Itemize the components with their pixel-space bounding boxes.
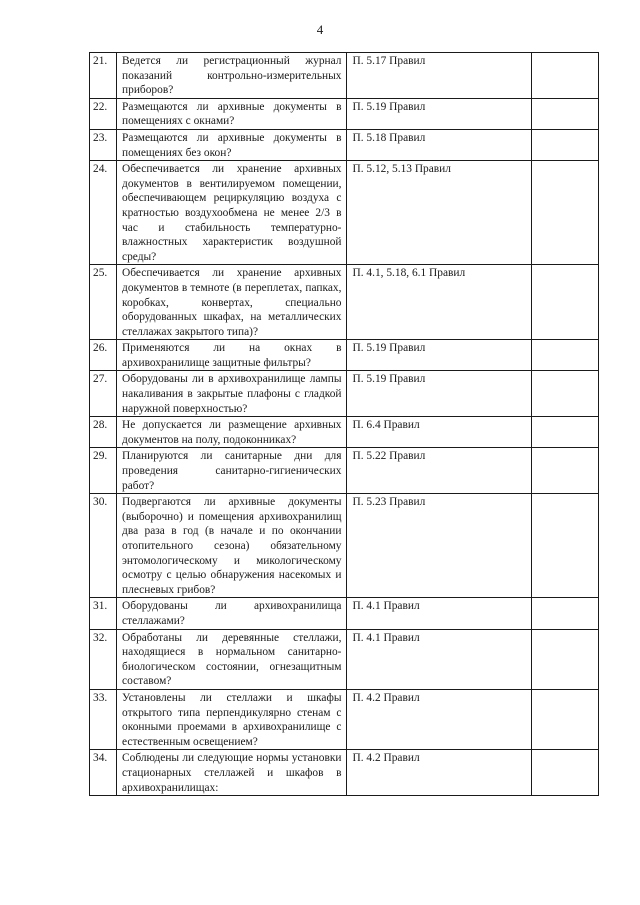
row-number: 32. bbox=[90, 629, 117, 689]
row-number: 30. bbox=[90, 494, 117, 598]
row-number: 31. bbox=[90, 598, 117, 629]
row-question: Планируются ли санитарные дни для проведения санитарно-гигиенических работ? bbox=[117, 448, 347, 494]
table-row bbox=[90, 98, 599, 129]
row-question: Не допускается ли размещение архивных документов на полу, подоконниках? bbox=[117, 417, 347, 448]
table-row bbox=[90, 371, 599, 417]
row-answer-cell bbox=[531, 750, 598, 796]
table-row bbox=[90, 417, 599, 448]
row-number: 23. bbox=[90, 129, 117, 160]
page-number: 4 bbox=[316, 22, 324, 37]
row-reference: П. 4.1 Правил bbox=[347, 629, 531, 689]
row-number: 27. bbox=[90, 371, 117, 417]
row-number: 28. bbox=[90, 417, 117, 448]
row-answer-cell bbox=[531, 629, 598, 689]
row-question: Соблюдены ли следующие нормы установки стационарных стеллажей и шкафов в архивохранилищах: bbox=[117, 750, 347, 796]
row-reference: П. 5.18 Правил bbox=[347, 129, 531, 160]
table-row bbox=[90, 629, 599, 689]
row-number: 29. bbox=[90, 448, 117, 494]
row-reference: П. 5.19 Правил bbox=[347, 98, 531, 129]
row-answer-cell bbox=[531, 161, 598, 265]
row-reference: П. 5.23 Правил bbox=[347, 494, 531, 598]
table-row bbox=[90, 53, 599, 99]
row-number: 24. bbox=[90, 161, 117, 265]
row-number: 22. bbox=[90, 98, 117, 129]
row-answer-cell bbox=[531, 371, 598, 417]
row-answer-cell bbox=[531, 448, 598, 494]
row-number: 26. bbox=[90, 340, 117, 371]
row-reference: П. 4.2 Правил bbox=[347, 750, 531, 796]
row-reference: П. 4.2 Правил bbox=[347, 689, 531, 749]
row-answer-cell bbox=[531, 689, 598, 749]
row-question: Установлены ли стеллажи и шкафы открытого типа перпендикулярно стенам с оконными проемами в архивохранилище с естественным освещением? bbox=[117, 689, 347, 749]
row-answer-cell bbox=[531, 98, 598, 129]
table-row bbox=[90, 129, 599, 160]
row-question: Оборудованы ли архивохранилища стеллажами? bbox=[117, 598, 347, 629]
row-reference: П. 5.12, 5.13 Правил bbox=[347, 161, 531, 265]
row-reference: П. 5.19 Правил bbox=[347, 371, 531, 417]
row-question: Обработаны ли деревянные стеллажи, находящиеся в нормальном санитарно-биологическом состоянии, огнезащитным составом? bbox=[117, 629, 347, 689]
row-answer-cell bbox=[531, 417, 598, 448]
row-answer-cell bbox=[531, 598, 598, 629]
row-question: Обеспечивается ли хранение архивных документов в темноте (в переплетах, папках, коробках, конвертах, специально оборудованных шкафах, на металлических стеллажах закрытого типа)? bbox=[117, 265, 347, 340]
row-number: 25. bbox=[90, 265, 117, 340]
table-row bbox=[90, 448, 599, 494]
row-question: Обеспечивается ли хранение архивных документов в вентилируемом помещении, обеспечивающем рециркуляцию воздуха с кратностью воздухообмена не менее 2/3 в час и стабильность температурно-влажностных характеристик воздушной среды? bbox=[117, 161, 347, 265]
table-row bbox=[90, 750, 599, 796]
table-row bbox=[90, 494, 599, 598]
table-row bbox=[90, 598, 599, 629]
table-row bbox=[90, 265, 599, 340]
row-question: Применяются ли на окнах в архивохранилище защитные фильтры? bbox=[117, 340, 347, 371]
row-reference: П. 5.19 Правил bbox=[347, 340, 531, 371]
row-answer-cell bbox=[531, 265, 598, 340]
table-row bbox=[90, 340, 599, 371]
row-number: 33. bbox=[90, 689, 117, 749]
row-question: Ведется ли регистрационный журнал показаний контрольно-измерительных приборов? bbox=[117, 53, 347, 99]
row-answer-cell bbox=[531, 494, 598, 598]
table-row bbox=[90, 689, 599, 749]
row-number: 21. bbox=[90, 53, 117, 99]
row-reference: П. 5.22 Правил bbox=[347, 448, 531, 494]
row-question: Размещаются ли архивные документы в помещениях без окон? bbox=[117, 129, 347, 160]
table-row bbox=[90, 161, 599, 265]
row-reference: П. 5.17 Правил bbox=[347, 53, 531, 99]
row-reference: П. 4.1 Правил bbox=[347, 598, 531, 629]
row-question: Оборудованы ли в архивохранилище лампы накаливания в закрытые плафоны с гладкой наружной поверхностью? bbox=[117, 371, 347, 417]
row-number: 34. bbox=[90, 750, 117, 796]
row-reference: П. 4.1, 5.18, 6.1 Правил bbox=[347, 265, 531, 340]
row-answer-cell bbox=[531, 340, 598, 371]
row-answer-cell bbox=[531, 129, 598, 160]
row-reference: П. 6.4 Правил bbox=[347, 417, 531, 448]
checklist-table bbox=[89, 52, 599, 796]
row-answer-cell bbox=[531, 53, 598, 99]
row-question: Подвергаются ли архивные документы (выборочно) и помещения архивохранилищ два раза в год (в начале и по окончании отопительного сезона) обязательному энтомологическому и микологическому осмотру с целью обнаружения насекомых и плесневых грибов? bbox=[117, 494, 347, 598]
row-question: Размещаются ли архивные документы в помещениях с окнами? bbox=[117, 98, 347, 129]
